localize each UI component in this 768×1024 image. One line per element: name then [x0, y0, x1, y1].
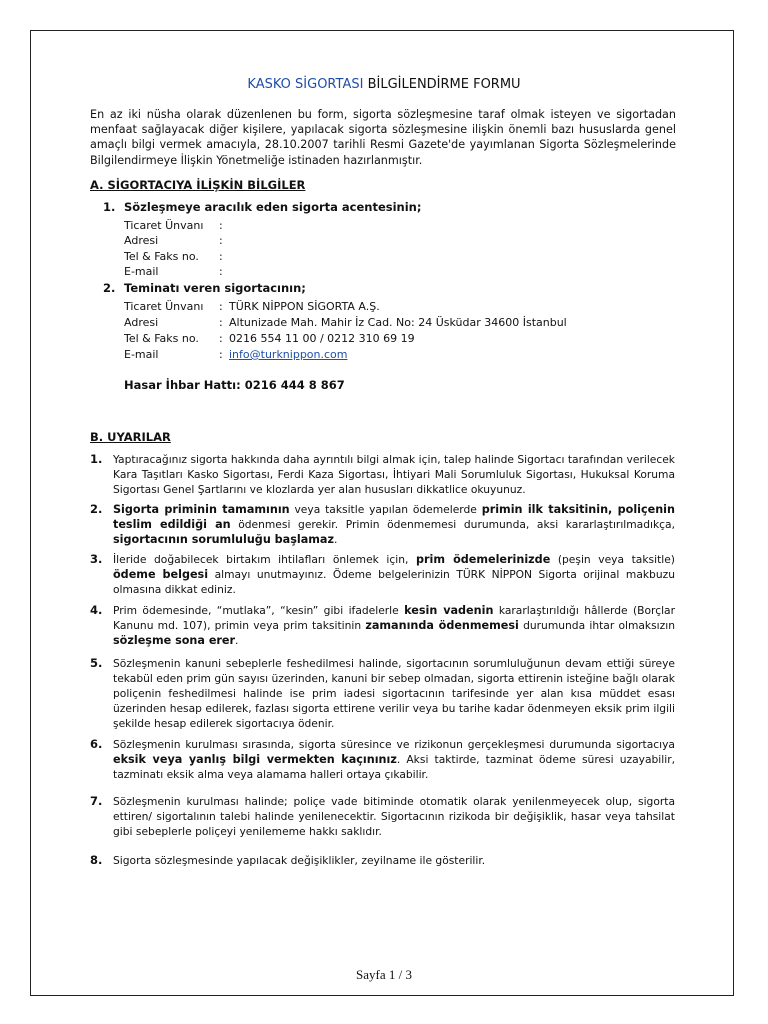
title-part1: KASKO SİGORTASI — [247, 77, 364, 92]
a-item2-number: 2. — [103, 281, 116, 295]
warning-emphasis: sözleşme sona erer — [113, 634, 236, 647]
warning-segment: . Aksi taktirde, tazminat ödeme süresi uzayabilir, tazminatı eksik alma veya alamama halleri ortaya çıkabilir. — [113, 753, 675, 781]
a-item1-heading: Sözleşmeye aracılık eden sigorta acentesinin; — [124, 200, 422, 214]
agent-phone-label: Tel & Faks no. — [124, 250, 199, 263]
colon: : — [219, 348, 223, 361]
title-part2: BİLGİLENDİRME FORMU — [367, 77, 521, 92]
colon: : — [219, 234, 223, 247]
agent-address-label: Adresi — [124, 234, 159, 247]
warning-text — [113, 552, 675, 597]
warning-emphasis: sigortacının sorumluluğu başlamaz — [113, 533, 334, 546]
insurer-email-link[interactable]: info@turknippon.com — [229, 348, 348, 361]
warning-segment: Yaptıracağınız sigorta hakkında daha ayrıntılı bilgi almak için, talep halinde Sigortacı tarafından verilecek Kara Taşıtları Kasko Sigortası, Ferdi Kaza Sigortası, İhtiyari Mali Sorumluluk Sigortası, Hukuksal Koruma Sigortası Genel Şartlarını ve klozlarda yer alan hususları dikkatlice okuyunuz. — [113, 453, 675, 496]
colon: : — [219, 300, 223, 313]
agent-title-label: Ticaret Ünvanı — [124, 219, 204, 232]
warning-number: 4. — [90, 603, 103, 617]
insurer-email-label: E-mail — [124, 348, 159, 361]
warning-number: 8. — [90, 853, 103, 867]
insurer-title-value: TÜRK NİPPON SİGORTA A.Ş. — [229, 300, 380, 313]
warning-number: 3. — [90, 552, 103, 566]
warning-text — [113, 452, 675, 497]
warning-emphasis: eksik veya yanlış bilgi vermekten kaçınınız — [113, 753, 397, 766]
warning-text — [113, 794, 675, 839]
insurer-phone-value: 0216 554 11 00 / 0212 310 69 19 — [229, 332, 415, 345]
warning-text — [113, 737, 675, 782]
warning-segment: almayı unutmayınız. Ödeme belgelerinizin TÜRK NİPPON Sigorta orijinal makbuzu olmasına dikkat ediniz. — [113, 568, 675, 596]
warning-segment: kararlaştırıldığı hâllerde (Borçlar Kanunu md. 107), primin veya prim taksitinin — [113, 604, 675, 632]
colon: : — [219, 265, 223, 278]
warning-segment: . — [334, 533, 338, 546]
agent-email-label: E-mail — [124, 265, 159, 278]
warning-segment: Sözleşmenin kanuni sebeplerle feshedilmesi halinde, sigortacının sorumluluğunun devam ettiği süreye tekabül eden prim gün sayısı üzerinden, kanuni bir sebep olmadan, sigorta ettirenin isteğine bağlı olarak poliçenin feshedilmesi halinde ise prim iadesi sigortacının tarifesinde yer alan kısa müddet esası üzerinden hesap edilerek, fazlası sigorta ettirene verilir veya bu tarihe kadar ödenmeyen eksik prim ilgili şekilde hesap edilerek sigortacıya ödenir. — [113, 657, 675, 730]
warning-number: 7. — [90, 794, 103, 808]
warning-text — [113, 853, 675, 868]
warning-segment: Prim ödemesinde, “mutlaka”, “kesin” gibi ifadelerle — [113, 604, 405, 617]
warning-number: 5. — [90, 656, 103, 670]
warning-segment: durumunda ihtar olmaksızın — [518, 619, 675, 632]
warning-segment: Sözleşmenin kurulması halinde; poliçe vade bitiminde otomatik olarak yenilenmeyecek olup, sigorta ettiren/ sigortalının talebi halinde yenilenecektir. Sigortacının rizikoda bir değişiklik, hasar veya tahsilat gibi sebeplerle poliçeyi yenilememe hakkı saklıdır. — [113, 795, 675, 838]
insurer-title-label: Ticaret Ünvanı — [124, 300, 204, 313]
warning-number: 2. — [90, 502, 103, 516]
colon: : — [219, 219, 223, 232]
warning-emphasis: ödeme belgesi — [113, 568, 209, 581]
warning-emphasis: Sigorta priminin tamamının — [113, 503, 290, 516]
section-b-heading: B. UYARILAR — [90, 430, 171, 444]
warning-emphasis: prim ödemelerinizde — [415, 553, 551, 566]
insurer-address-value: Altunizade Mah. Mahir İz Cad. No: 24 Üsküdar 34600 İstanbul — [229, 316, 567, 329]
insurer-email-value — [229, 348, 348, 361]
warning-segment: Sözleşmenin kurulması sırasında, sigorta süresince ve rizikonun gerçekleşmesi durumunda sigortacıya — [113, 738, 675, 751]
warning-emphasis: kesin vadenin — [404, 604, 494, 617]
insurer-address-label: Adresi — [124, 316, 159, 329]
insurer-phone-label: Tel & Faks no. — [124, 332, 199, 345]
warning-segment: İleride doğabilecek birtakım ihtilafları önlemek için, — [113, 553, 416, 566]
warning-segment: ödenmesi gerekir. Primin ödenmemesi durumunda, aksi kararlaştırılmadıkça, — [230, 518, 675, 531]
intro-paragraph: En az iki nüsha olarak düzenlenen bu form, sigorta sözleşmesine taraf olmak isteyen ve sigortadan menfaat sağlayacak diğer kişilere, yapılacak sigorta sözleşmesine ilişkin önemli bazı hususlarda genel amaçlı bilgi vermek amacıyla, 28.10.2007 tarihli Resmi Gazete'de yayımlanan Sigorta Sözleşmelerinde Bilgilendirmeye İlişkin Yönetmeliğe istinaden hazırlanmıştır. — [90, 108, 676, 167]
section-a-heading: A. SİGORTACIYA İLİŞKİN BİLGİLER — [90, 178, 306, 192]
warning-number: 6. — [90, 737, 103, 751]
warning-emphasis: primin ilk taksitinin, poliçenin teslim edildiği an — [113, 503, 675, 531]
warning-text — [113, 502, 675, 547]
a-item2-heading: Teminatı veren sigortacının; — [124, 281, 306, 295]
warning-text — [113, 603, 675, 648]
page-number: Sayfa 1 / 3 — [356, 967, 412, 982]
warning-segment: . — [235, 634, 239, 647]
colon: : — [219, 250, 223, 263]
colon: : — [219, 332, 223, 345]
warning-emphasis: zamanında ödenmemesi — [365, 619, 519, 632]
a-item1-number: 1. — [103, 200, 116, 214]
warning-text — [113, 656, 675, 731]
warning-number: 1. — [90, 452, 103, 466]
warning-segment: Sigorta sözleşmesinde yapılacak değişiklikler, zeyilname ile gösterilir. — [113, 854, 486, 867]
warning-segment: veya taksitle yapılan ödemelerde — [289, 503, 482, 516]
colon: : — [219, 316, 223, 329]
warning-segment: (peşin veya taksitle) — [550, 553, 675, 566]
page-title — [0, 77, 768, 92]
claims-hotline: Hasar İhbar Hattı: 0216 444 8 867 — [124, 378, 345, 392]
